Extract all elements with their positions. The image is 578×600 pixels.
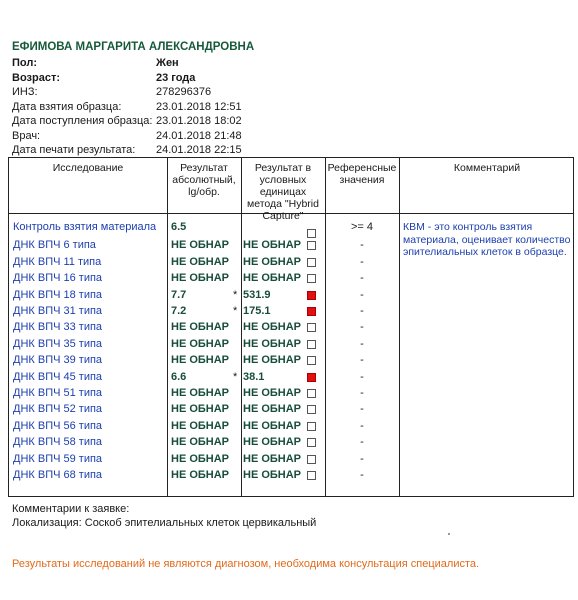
info-value: 24.01.2018 22:15 (156, 144, 242, 156)
table-row (9, 401, 573, 417)
study-name: ДНК ВПЧ 33 типа (13, 321, 103, 334)
reference-value: - (360, 354, 364, 367)
results-table (8, 157, 574, 497)
empty-marker (307, 471, 316, 480)
result-hc: НЕ ОБНАР (243, 469, 302, 481)
info-row (12, 143, 312, 158)
reference-value: - (360, 288, 364, 301)
header-reference: Референсные значения (327, 162, 397, 186)
reference-value: - (360, 419, 364, 432)
result-hc: НЕ ОБНАР (243, 419, 302, 432)
reference-value: - (360, 272, 364, 285)
reference-value: - (360, 337, 364, 350)
info-label: Возраст: (12, 71, 60, 84)
info-value: 23.01.2018 18:02 (156, 115, 242, 127)
study-name: ДНК ВПЧ 11 типа (13, 255, 102, 268)
result-hc: НЕ ОБНАР (243, 239, 302, 252)
reference-value: - (360, 255, 364, 268)
table-row (9, 369, 573, 385)
flag-asterisk: * (233, 370, 238, 383)
empty-marker (307, 274, 316, 283)
flag-marker (307, 373, 316, 382)
study-name: ДНК ВПЧ 56 типа (13, 419, 103, 432)
result-hc: НЕ ОБНАР (243, 403, 302, 416)
patient-info (12, 56, 312, 158)
table-row (9, 303, 573, 319)
reference-value: - (360, 452, 364, 465)
kvm-comment: КВМ - это контроль взятия материала, оценивает количество эпителиальных клеток в образце. (403, 221, 571, 258)
empty-marker (307, 356, 316, 365)
header-result-abs: Результат абсолютный, lg/обр. (172, 162, 236, 198)
reference-value: - (360, 239, 364, 252)
result-abs: НЕ ОБНАР (171, 255, 230, 268)
result-abs: НЕ ОБНАР (171, 387, 230, 399)
empty-marker (307, 241, 316, 250)
result-hc: НЕ ОБНАР (243, 387, 302, 399)
info-value: 24.01.2018 21:48 (156, 129, 242, 142)
table-row (9, 385, 573, 401)
result-abs: 7.7 (171, 288, 187, 301)
empty-marker (307, 389, 316, 398)
info-value: Жен (156, 57, 179, 69)
reference-value: - (360, 403, 364, 416)
study-name: ДНК ВПЧ 31 типа (13, 305, 103, 317)
info-row (12, 56, 312, 71)
study-name: ДНК ВПЧ 35 типа (13, 337, 103, 350)
info-value: 23 года (156, 71, 196, 84)
result-abs: НЕ ОБНАР (171, 321, 230, 334)
reference-value: - (360, 436, 364, 449)
study-name: ДНК ВПЧ 51 типа (13, 387, 103, 399)
info-label: Дата взятия образца: (12, 100, 122, 113)
study-name: ДНК ВПЧ 59 типа (13, 452, 103, 465)
info-row (12, 114, 312, 129)
localization-text: Локализация: Соскоб эпителиальных клеток цервикальный (12, 517, 317, 529)
order-comments (12, 502, 316, 530)
header-comment: Комментарий (453, 162, 521, 174)
flag-asterisk: * (233, 288, 238, 301)
result-hc: 531.9 (243, 288, 271, 301)
result-abs: НЕ ОБНАР (171, 403, 230, 416)
study-name: ДНК ВПЧ 39 типа (13, 354, 103, 367)
info-row (12, 100, 312, 115)
reference-value: - (360, 370, 364, 383)
result-abs: 6.5 (171, 221, 187, 233)
study-name: ДНК ВПЧ 68 типа (13, 469, 103, 481)
result-hc: 38.1 (243, 370, 265, 383)
empty-marker (307, 323, 316, 332)
header-study: Исследование (52, 162, 124, 174)
result-abs: 7.2 (171, 305, 187, 317)
info-row (12, 129, 312, 144)
info-label: Врач: (12, 129, 41, 142)
study-name: ДНК ВПЧ 58 типа (13, 436, 103, 449)
comments-label: Комментарии к заявке: (12, 503, 130, 515)
info-label: Пол: (12, 57, 38, 69)
info-label: Дата поступления образца: (12, 115, 153, 127)
speck (448, 533, 450, 535)
result-hc: 175.1 (243, 305, 271, 317)
info-value: 23.01.2018 12:51 (156, 100, 242, 113)
empty-marker (307, 422, 316, 431)
flag-marker (307, 307, 316, 316)
study-name: ДНК ВПЧ 6 типа (13, 239, 96, 252)
result-abs: НЕ ОБНАР (171, 272, 230, 285)
info-label: ИНЗ: (12, 86, 38, 98)
info-row (12, 71, 312, 86)
table-row (9, 352, 573, 368)
result-hc: НЕ ОБНАР (243, 354, 302, 367)
result-hc: НЕ ОБНАР (243, 452, 302, 465)
result-hc: НЕ ОБНАР (243, 321, 302, 334)
table-row (9, 319, 573, 335)
table-row (9, 467, 573, 483)
empty-marker (307, 405, 316, 414)
disclaimer-text: Результаты исследований не являются диагнозом, необходима консультация специалиста. (12, 558, 480, 570)
result-abs: 6.6 (171, 370, 187, 383)
study-name: Контроль взятия материала (13, 221, 157, 233)
empty-marker (307, 438, 316, 447)
result-abs: НЕ ОБНАР (171, 337, 230, 350)
result-hc: НЕ ОБНАР (243, 337, 302, 350)
header-result-hc: Результат в условных единицах метода "Hybrid Capture" (247, 162, 319, 222)
reference-value: - (360, 305, 364, 317)
empty-marker (307, 340, 316, 349)
info-label: Дата печати результата: (12, 144, 136, 156)
study-name: ДНК ВПЧ 52 типа (13, 403, 103, 416)
result-abs: НЕ ОБНАР (171, 469, 230, 481)
reference-value: - (360, 469, 364, 481)
reference-value: - (360, 387, 364, 399)
empty-marker (307, 258, 316, 267)
info-value: 278296376 (156, 86, 212, 98)
result-abs: НЕ ОБНАР (171, 239, 230, 252)
study-name: ДНК ВПЧ 16 типа (13, 272, 103, 285)
empty-marker (307, 455, 316, 464)
study-name: ДНК ВПЧ 45 типа (13, 370, 103, 383)
flag-marker (307, 291, 316, 300)
info-row (12, 85, 312, 100)
result-abs: НЕ ОБНАР (171, 354, 230, 367)
result-hc: НЕ ОБНАР (243, 436, 302, 449)
result-abs: НЕ ОБНАР (171, 419, 230, 432)
reference-value: - (360, 321, 364, 334)
result-hc: НЕ ОБНАР (243, 272, 302, 285)
table-row (9, 336, 573, 352)
table-row (9, 287, 573, 303)
flag-asterisk: * (233, 305, 238, 317)
table-row (9, 270, 573, 286)
reference-value: >= 4 (350, 221, 374, 233)
result-hc: НЕ ОБНАР (243, 255, 302, 268)
table-row (9, 451, 573, 467)
study-name: ДНК ВПЧ 18 типа (13, 288, 103, 301)
patient-name: ЕФИМОВА МАРГАРИТА АЛЕКСАНДРОВНА (12, 41, 255, 53)
result-abs: НЕ ОБНАР (171, 436, 230, 449)
table-row (9, 418, 573, 434)
table-row (9, 434, 573, 450)
result-abs: НЕ ОБНАР (171, 452, 230, 465)
